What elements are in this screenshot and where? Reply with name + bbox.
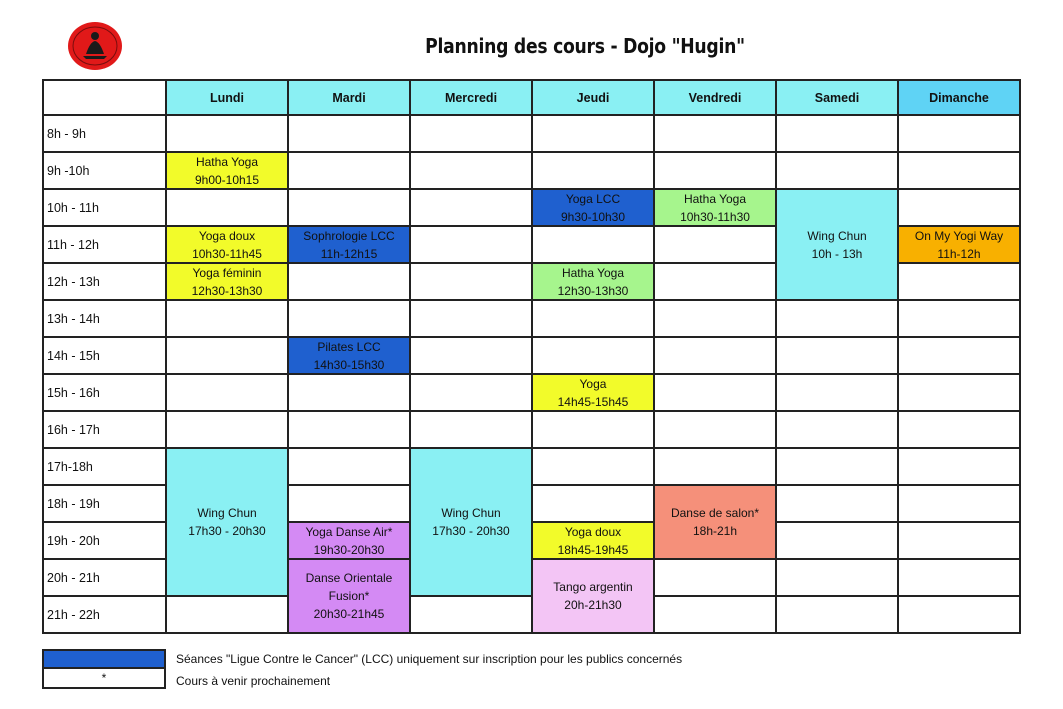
- legend-swatch-lcc: [42, 649, 166, 669]
- empty-cell: [655, 301, 777, 338]
- empty-cell: [411, 227, 533, 264]
- time-slot: 13h - 14h: [44, 301, 167, 338]
- empty-cell: [899, 560, 1021, 597]
- course-cell: [899, 227, 1021, 264]
- empty-cell: [655, 412, 777, 449]
- empty-cell: [411, 412, 533, 449]
- time-slot: 21h - 22h: [44, 597, 167, 634]
- empty-cell: [655, 264, 777, 301]
- course-time: 14h30-15h30: [313, 357, 385, 372]
- course-name: Yoga LCC: [565, 191, 621, 206]
- course-time: 10h30-11h45: [192, 246, 262, 261]
- course-name: Wing Chun: [807, 228, 867, 243]
- course-cell: [289, 560, 411, 634]
- empty-cell: [533, 153, 655, 190]
- time-slot: 8h - 9h: [44, 116, 167, 153]
- empty-cell: [655, 153, 777, 190]
- time-slot: 15h - 16h: [44, 375, 167, 412]
- course-name: Yoga Danse Air*: [305, 524, 393, 539]
- course-name: Hatha Yoga: [683, 191, 747, 206]
- course-time: 14h45-15h45: [557, 394, 629, 409]
- day-header-vendredi: Vendredi: [655, 81, 777, 116]
- course-time: 11h-12h: [937, 246, 981, 261]
- empty-cell: [289, 190, 411, 227]
- legend-swatch-coming-soon: *: [42, 669, 166, 689]
- empty-cell: [289, 116, 411, 153]
- empty-cell: [411, 301, 533, 338]
- empty-cell: [899, 375, 1021, 412]
- course-time: 20h30-21h45: [313, 607, 385, 621]
- course-cell: [289, 338, 411, 375]
- empty-cell: [777, 486, 899, 523]
- empty-cell: [777, 560, 899, 597]
- empty-cell: [655, 338, 777, 375]
- course-cell: [533, 523, 655, 560]
- legend: [42, 649, 166, 689]
- course-name: Sophrologie LCC: [303, 228, 395, 243]
- course-cell: [533, 264, 655, 301]
- empty-cell: [411, 597, 533, 634]
- course-cell: [533, 560, 655, 634]
- course-cell: [533, 190, 655, 227]
- course-name: Yoga doux: [198, 228, 256, 243]
- empty-cell: [899, 523, 1021, 560]
- empty-cell: [777, 338, 899, 375]
- course-cell: [655, 486, 777, 560]
- empty-cell: [777, 412, 899, 449]
- empty-cell: [899, 153, 1021, 190]
- time-slot: 9h -10h: [44, 153, 167, 190]
- course-name: Yoga: [579, 376, 607, 391]
- time-slot: 10h - 11h: [44, 190, 167, 227]
- empty-cell: [777, 116, 899, 153]
- course-cell: [289, 523, 411, 560]
- empty-cell: [777, 523, 899, 560]
- course-name: Tango argentin: [553, 580, 633, 594]
- empty-cell: [411, 375, 533, 412]
- empty-cell: [899, 338, 1021, 375]
- day-header-mardi: Mardi: [289, 81, 411, 116]
- empty-cell: [289, 486, 411, 523]
- empty-cell: [777, 153, 899, 190]
- legend-text-coming-soon: Cours à venir prochainement: [176, 674, 331, 688]
- empty-cell: [533, 116, 655, 153]
- course-name: Hatha Yoga: [561, 265, 625, 280]
- empty-cell: [899, 264, 1021, 301]
- course-cell: [167, 227, 289, 264]
- course-time: 18h45-19h45: [557, 542, 629, 557]
- empty-cell: [533, 486, 655, 523]
- empty-cell: [899, 116, 1021, 153]
- empty-cell: [411, 338, 533, 375]
- course-time: 18h-21h: [692, 524, 738, 538]
- course-name: Wing Chun: [441, 506, 501, 520]
- course-name: Yoga doux: [564, 524, 622, 539]
- empty-cell: [655, 227, 777, 264]
- course-cell: [289, 227, 411, 264]
- empty-cell: [289, 412, 411, 449]
- course-name: Danse de salon*: [670, 506, 760, 520]
- empty-cell: [899, 486, 1021, 523]
- empty-cell: [533, 227, 655, 264]
- empty-cell: [655, 597, 777, 634]
- time-slot: 14h - 15h: [44, 338, 167, 375]
- empty-cell: [777, 449, 899, 486]
- course-time: 12h30-13h30: [191, 283, 263, 298]
- course-time: 19h30-20h30: [313, 542, 385, 557]
- day-header-mercredi: Mercredi: [411, 81, 533, 116]
- time-slot: 11h - 12h: [44, 227, 167, 264]
- empty-cell: [533, 338, 655, 375]
- empty-cell: [411, 116, 533, 153]
- empty-cell: [777, 301, 899, 338]
- page-title: Planning des cours - Dojo "Hugin": [425, 34, 745, 58]
- empty-cell: [533, 412, 655, 449]
- course-cell: [167, 264, 289, 301]
- empty-cell: [289, 449, 411, 486]
- empty-cell: [655, 375, 777, 412]
- empty-cell: [899, 190, 1021, 227]
- empty-cell: [899, 412, 1021, 449]
- empty-cell: [899, 301, 1021, 338]
- empty-cell: [289, 153, 411, 190]
- empty-cell: [533, 301, 655, 338]
- time-slot: 19h - 20h: [44, 523, 167, 560]
- course-time: 10h - 13h: [811, 246, 863, 261]
- course-name: Wing Chun: [197, 506, 257, 520]
- empty-cell: [167, 338, 289, 375]
- time-slot: 16h - 17h: [44, 412, 167, 449]
- course-time: 17h30 - 20h30: [432, 524, 510, 538]
- course-cell: [655, 190, 777, 227]
- course-time: 12h30-13h30: [557, 283, 629, 298]
- time-slot: 18h - 19h: [44, 486, 167, 523]
- course-name: On My Yogi Way: [914, 228, 1004, 243]
- empty-cell: [289, 375, 411, 412]
- empty-cell: [411, 190, 533, 227]
- empty-cell: [289, 264, 411, 301]
- empty-cell: [167, 116, 289, 153]
- empty-cell: [289, 301, 411, 338]
- empty-cell: [167, 375, 289, 412]
- legend-text-lcc: Séances "Ligue Contre le Cancer" (LCC) uniquement sur inscription pour les publics concernés: [176, 652, 683, 666]
- course-name: Danse Orientale: [305, 571, 393, 585]
- empty-cell: [167, 301, 289, 338]
- course-time: 11h-12h15: [320, 246, 378, 261]
- empty-cell: [411, 153, 533, 190]
- course-time: 20h-21h30: [564, 598, 622, 612]
- day-header-samedi: Samedi: [777, 81, 899, 116]
- empty-cell: [167, 597, 289, 634]
- empty-cell: [777, 375, 899, 412]
- course-name: Pilates LCC: [317, 339, 381, 354]
- course-time: 17h30 - 20h30: [188, 524, 266, 538]
- course-name-cont: Fusion*: [328, 589, 370, 603]
- empty-cell: [167, 412, 289, 449]
- empty-cell: [533, 449, 655, 486]
- dojo-logo-icon: [66, 20, 124, 72]
- empty-cell: [777, 597, 899, 634]
- corner-cell: [44, 81, 167, 116]
- course-time: 10h30-11h30: [680, 209, 750, 224]
- empty-cell: [899, 597, 1021, 634]
- empty-cell: [167, 190, 289, 227]
- course-cell: [533, 375, 655, 412]
- course-time: 9h00-10h15: [194, 172, 260, 187]
- day-header-lundi: Lundi: [167, 81, 289, 116]
- empty-cell: [655, 449, 777, 486]
- course-name: Hatha Yoga: [195, 154, 259, 169]
- course-time: 9h30-10h30: [560, 209, 626, 224]
- course-name: Yoga féminin: [192, 265, 262, 280]
- day-header-dimanche: Dimanche: [899, 81, 1021, 116]
- day-header-jeudi: Jeudi: [533, 81, 655, 116]
- empty-cell: [655, 560, 777, 597]
- empty-cell: [411, 264, 533, 301]
- course-cell: [167, 153, 289, 190]
- empty-cell: [655, 116, 777, 153]
- course-cell: [411, 449, 533, 597]
- time-slot: 17h-18h: [44, 449, 167, 486]
- time-slot: 20h - 21h: [44, 560, 167, 597]
- schedule-grid: [42, 79, 1021, 634]
- time-slot: 12h - 13h: [44, 264, 167, 301]
- course-cell: [777, 190, 899, 301]
- empty-cell: [899, 449, 1021, 486]
- course-cell: [167, 449, 289, 597]
